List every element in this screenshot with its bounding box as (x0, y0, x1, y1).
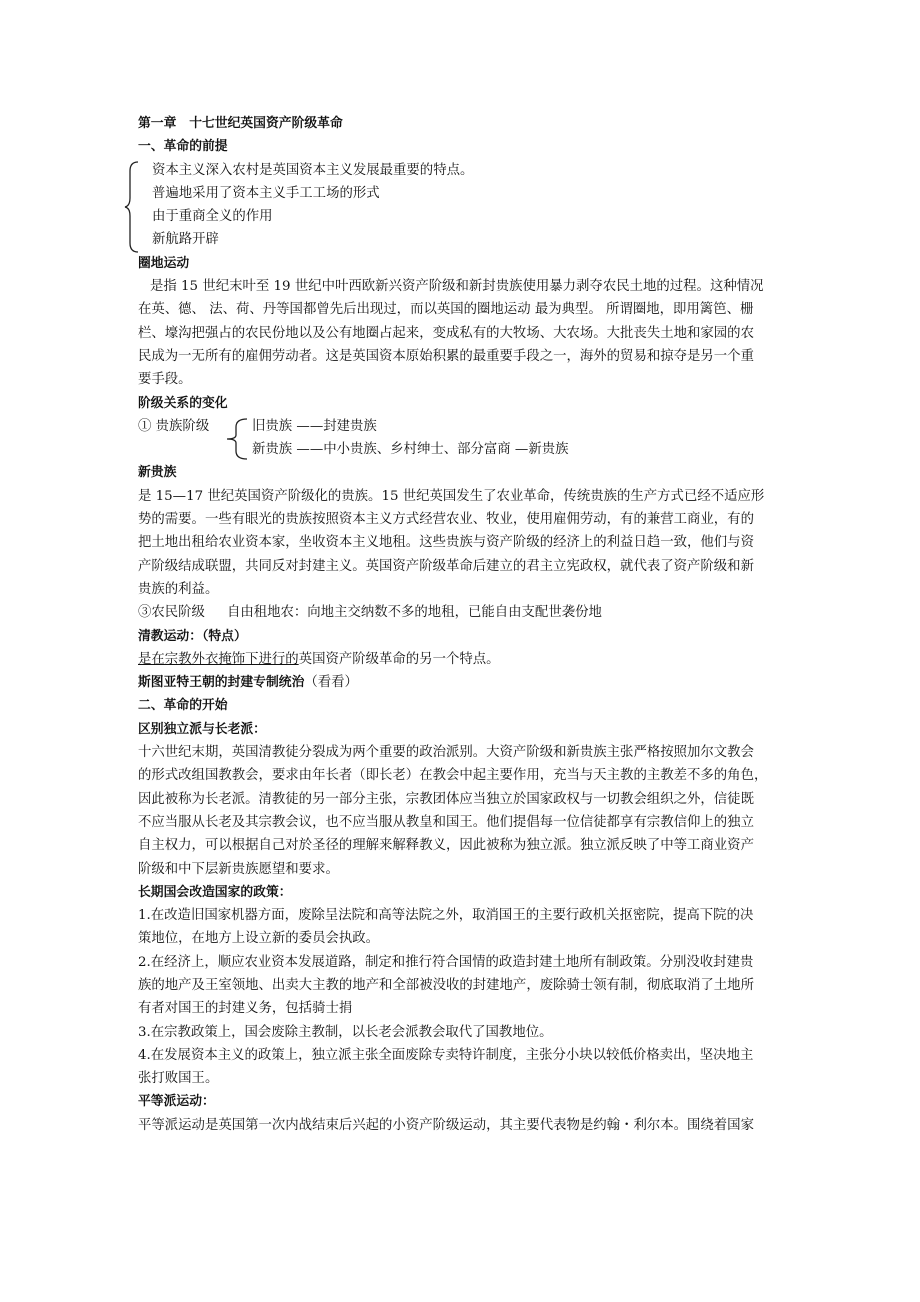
paragraph-line: 十六世纪末期，英国清教徒分裂成为两个重要的政治派别。大资产阶级和新贵族主张严格按照加尔文教会 (138, 745, 754, 761)
paragraph-line: 要手段。 (138, 372, 192, 388)
left-brace-icon (124, 161, 140, 253)
paragraph-line: 把土地出租给农业资本家，坐收资本主义地租。这些贵族与资产阶级的经济上的利益日趋一致，他们与资 (138, 535, 754, 551)
paragraph-line: 是指 15 世纪末叶至 19 世纪中叶西欧新兴资产阶级和新封贵族使用暴力剥夺农民土地的过程。这种情况 (150, 279, 764, 295)
paragraph-line: 民成为一无所有的雇佣劳动者。这是英国资本原始积累的最重要手段之一，海外的贸易和掠夺是另一个重 (138, 348, 754, 364)
enclosure-heading: 圈地运动 (138, 255, 190, 271)
policy-line: 1.在改造旧国家机器方面，废除呈法院和高等法院之外，取消国王的主要行政机关抠密院，提高下院的决 (138, 908, 754, 924)
nobility-label: ① 贵族阶级 (138, 418, 210, 434)
paragraph-line: 在英、德、 法、荷、丹等国都曾先后出现过，而以英国的圈地运动 最为典型。 所谓圈地，即用篱笆、栅 (138, 302, 754, 318)
premise-item: 资本主义深入农村是英国资本主义发展最重要的特点。 (152, 162, 474, 178)
policy-line: 策地位，在地方上设立新的委员会执政。 (138, 931, 380, 947)
premises-group (138, 159, 786, 252)
puritan-rest: 英国资产阶级革命的另一个特点。 (298, 651, 500, 667)
paragraph-line: 不应当服从长老及其宗教会议，也不应当服从教皇和国王。他们提倡每一位信徒都享有宗教信仰上的独立 (138, 814, 754, 830)
section-heading-premises: 一、革命的前提 (138, 139, 228, 155)
puritan-line (138, 648, 786, 671)
premise-item: 新航路开辟 (152, 232, 219, 248)
paragraph-line: 势的需要。一些有眼光的贵族按照资本主义方式经营农业、牧业，使用雇佣劳动，有的兼营工商业，有的 (138, 512, 754, 528)
stuart-heading: 斯图亚特王朝的封建专制统治 (138, 675, 305, 691)
peasant-label: ③农民阶级 (138, 605, 205, 621)
paragraph-line: 产阶级结成联盟，共同反对封建主义。英国资产阶级革命后建立的君主立宪政权，就代表了资产阶级和新 (138, 558, 754, 574)
stuart-note: （看看） (304, 675, 358, 691)
levellers-heading: 平等派运动： (138, 1094, 215, 1110)
policy-line: 张打败国王。 (138, 1071, 219, 1087)
stuart-line (138, 671, 786, 694)
policy-line: 3.在宗教政策上，国会废除主教制，以长老会派教会取代了国教地位。 (138, 1024, 553, 1040)
new-nobility-heading: 新贵族 (138, 465, 177, 481)
paragraph-line: 栏、壕沟把强占的农民份地以及公有地圈占起来，变成私有的大牧场、大农场。大批丧失土地和家园的农 (138, 325, 754, 341)
section-heading-start: 二、革命的开始 (138, 698, 228, 714)
paragraph-line: 自主权力，可以根据自己对於圣径的理解来解释教义，因此被称为独立派。独立派反映了中等工商业资产 (138, 838, 754, 854)
policy-line: 有者对国王的封建义务，包括骑士捐 (138, 1001, 353, 1017)
peasant-text: 自由租地农：向地主交纳数不多的地租，已能自由支配世袭份地 (226, 605, 602, 621)
paragraph-line: 阶级和中下层新贵族愿望和要求。 (138, 861, 339, 877)
paragraph-line: 因此被称为长老派。清教徒的另一部分主张，宗教团体应当独立於国家政权与一切教会组织之外，信徒既 (138, 791, 754, 807)
premise-item: 由于重商全义的作用 (152, 209, 273, 225)
paragraph-line: 的形式改组国教教会，要求由年长者（即长老）在教会中起主要作用，充当与天主教的主教差不多的角色， (138, 768, 768, 784)
nobility-group (138, 415, 786, 462)
paragraph-line: 平等派运动是英国第一次内战结束后兴起的小资产阶级运动，其主要代表物是约翰・利尔本。围绕着国家 (138, 1117, 754, 1133)
paragraph-line: 是 15—17 世纪英国资产阶级化的贵族。15 世纪英国发生了农业革命，传统贵族的生产方式已经不适应形 (138, 488, 765, 504)
premise-item: 普遍地采用了资本主义手工工场的形式 (152, 185, 380, 201)
independents-heading: 区别独立派与长老派： (138, 721, 266, 737)
left-brace-icon (226, 418, 248, 460)
paragraph-line: 贵族的利益。 (138, 581, 219, 597)
puritan-heading: 清教运动：（特点） (138, 628, 247, 644)
class-change-heading: 阶级关系的变化 (138, 395, 228, 411)
document-page (138, 112, 786, 1137)
policy-line: 4.在发展资本主义的政策上，独立派主张全面废除专卖特许制度，主张分小块以较低价格卖出，坚决地主 (138, 1047, 754, 1063)
chapter-title: 第一章 十七世纪英国资产阶级革命 (138, 116, 343, 131)
peasant-line (138, 601, 786, 624)
old-nobility: 旧贵族 ——封建贵族 (252, 418, 377, 434)
policy-line: 族的地产及王室领地、出卖大主教的地产和全部被没收的封建地产，废除骑士领有制，彻底取消了土地所 (138, 977, 754, 993)
new-nobility: 新贵族 ——中小贵族、乡村绅士、部分富商 —新贵族 (252, 442, 569, 458)
policy-line: 2.在经济上，顺应农业资本发展道路，制定和推行符合国情的政造封建土地所有制政策。分别没收封建贵 (138, 954, 754, 970)
puritan-underlined: 是在宗教外衣掩饰下进行的 (138, 651, 299, 667)
parliament-heading: 长期国会改造国家的政策： (138, 884, 292, 900)
